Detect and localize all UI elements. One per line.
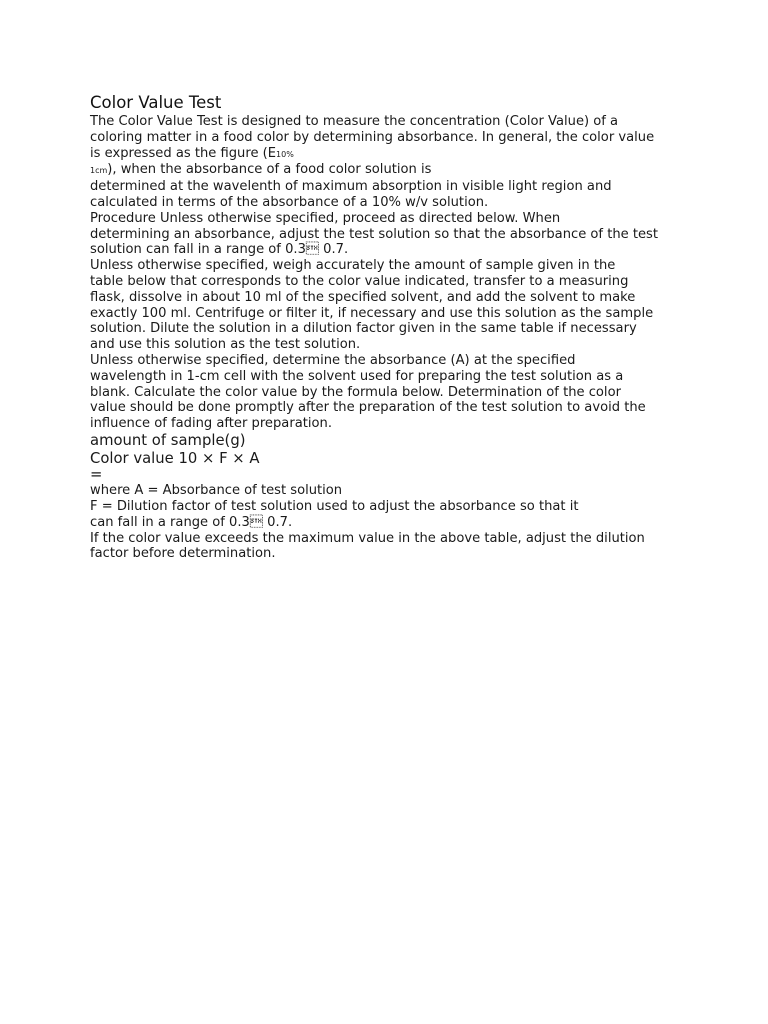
e-subscript: 1cm xyxy=(90,166,108,176)
formula-equals: = xyxy=(90,466,103,484)
document-page xyxy=(90,92,690,562)
intro-line-4-text: ), when the absorbance of a food color solution is xyxy=(107,162,432,178)
para3-line-3: blank. Calculate the color value by the formula below. Determination of the color xyxy=(90,384,621,400)
intro-line-5: determined at the wavelenth of maximum absorption in visible light region and xyxy=(90,179,612,195)
procedure-line-2: determining an absorbance, adjust the test solution so that the absorbance of the test xyxy=(90,226,658,242)
para2-line-3: flask, dissolve in about 10 ml of the specified solvent, and add the solvent to make xyxy=(90,289,636,305)
where-line-1: where A = Absorbance of test solution xyxy=(90,483,343,499)
para3-line-2: wavelength in 1-cm cell with the solvent used for preparing the test solution as a xyxy=(90,368,624,384)
formula-denominator: amount of sample(g) xyxy=(90,431,246,449)
where-line-3: can fall in a range of 0.3 0.7. xyxy=(90,514,293,530)
para2-line-2: table below that corresponds to the color value indicated, transfer to a measuring xyxy=(90,273,629,289)
intro-line-1: The Color Value Test is designed to measure the concentration (Color Value) of a xyxy=(90,114,619,129)
where-line-5: factor before determination. xyxy=(90,546,276,562)
procedure-line-3: solution can fall in a range of 0.3 0.7. xyxy=(90,242,349,258)
para3-line-4: value should be done promptly after the preparation of the test solution to avoid the xyxy=(90,400,646,416)
intro-line-6: calculated in terms of the absorbance of a 10% w/v solution. xyxy=(90,194,489,210)
intro-line-2: coloring matter in a food color by determining absorbance. In general, the color value xyxy=(90,129,655,145)
intro-line-4 xyxy=(90,162,690,179)
intro-line-3-text: is expressed as the figure (E xyxy=(90,145,277,161)
e-superscript: 10% xyxy=(276,149,294,159)
where-line-2: F = Dilution factor of test solution used to adjust the absorbance so that it xyxy=(90,498,579,514)
intro-line-3 xyxy=(90,146,690,163)
para2-line-1: Unless otherwise specified, weigh accurately the amount of sample given in the xyxy=(90,258,616,274)
where-line-4: If the color value exceeds the maximum value in the above table, adjust the dilution xyxy=(90,530,645,546)
para2-line-6: and use this solution as the test solution. xyxy=(90,337,361,353)
para3-line-5: influence of fading after preparation. xyxy=(90,416,332,432)
para2-line-5: solution. Dilute the solution in a dilution factor given in the same table if necessary xyxy=(90,321,637,337)
procedure-line-1: Procedure Unless otherwise specified, proceed as directed below. When xyxy=(90,210,561,226)
para3-line-1: Unless otherwise specified, determine the absorbance (A) at the specified xyxy=(90,352,576,368)
formula-numerator: Color value 10 × F × A xyxy=(90,449,260,467)
document-title: Color Value Test xyxy=(90,93,222,112)
para2-line-4: exactly 100 ml. Centrifuge or filter it, if necessary and use this solution as the sample xyxy=(90,305,654,321)
